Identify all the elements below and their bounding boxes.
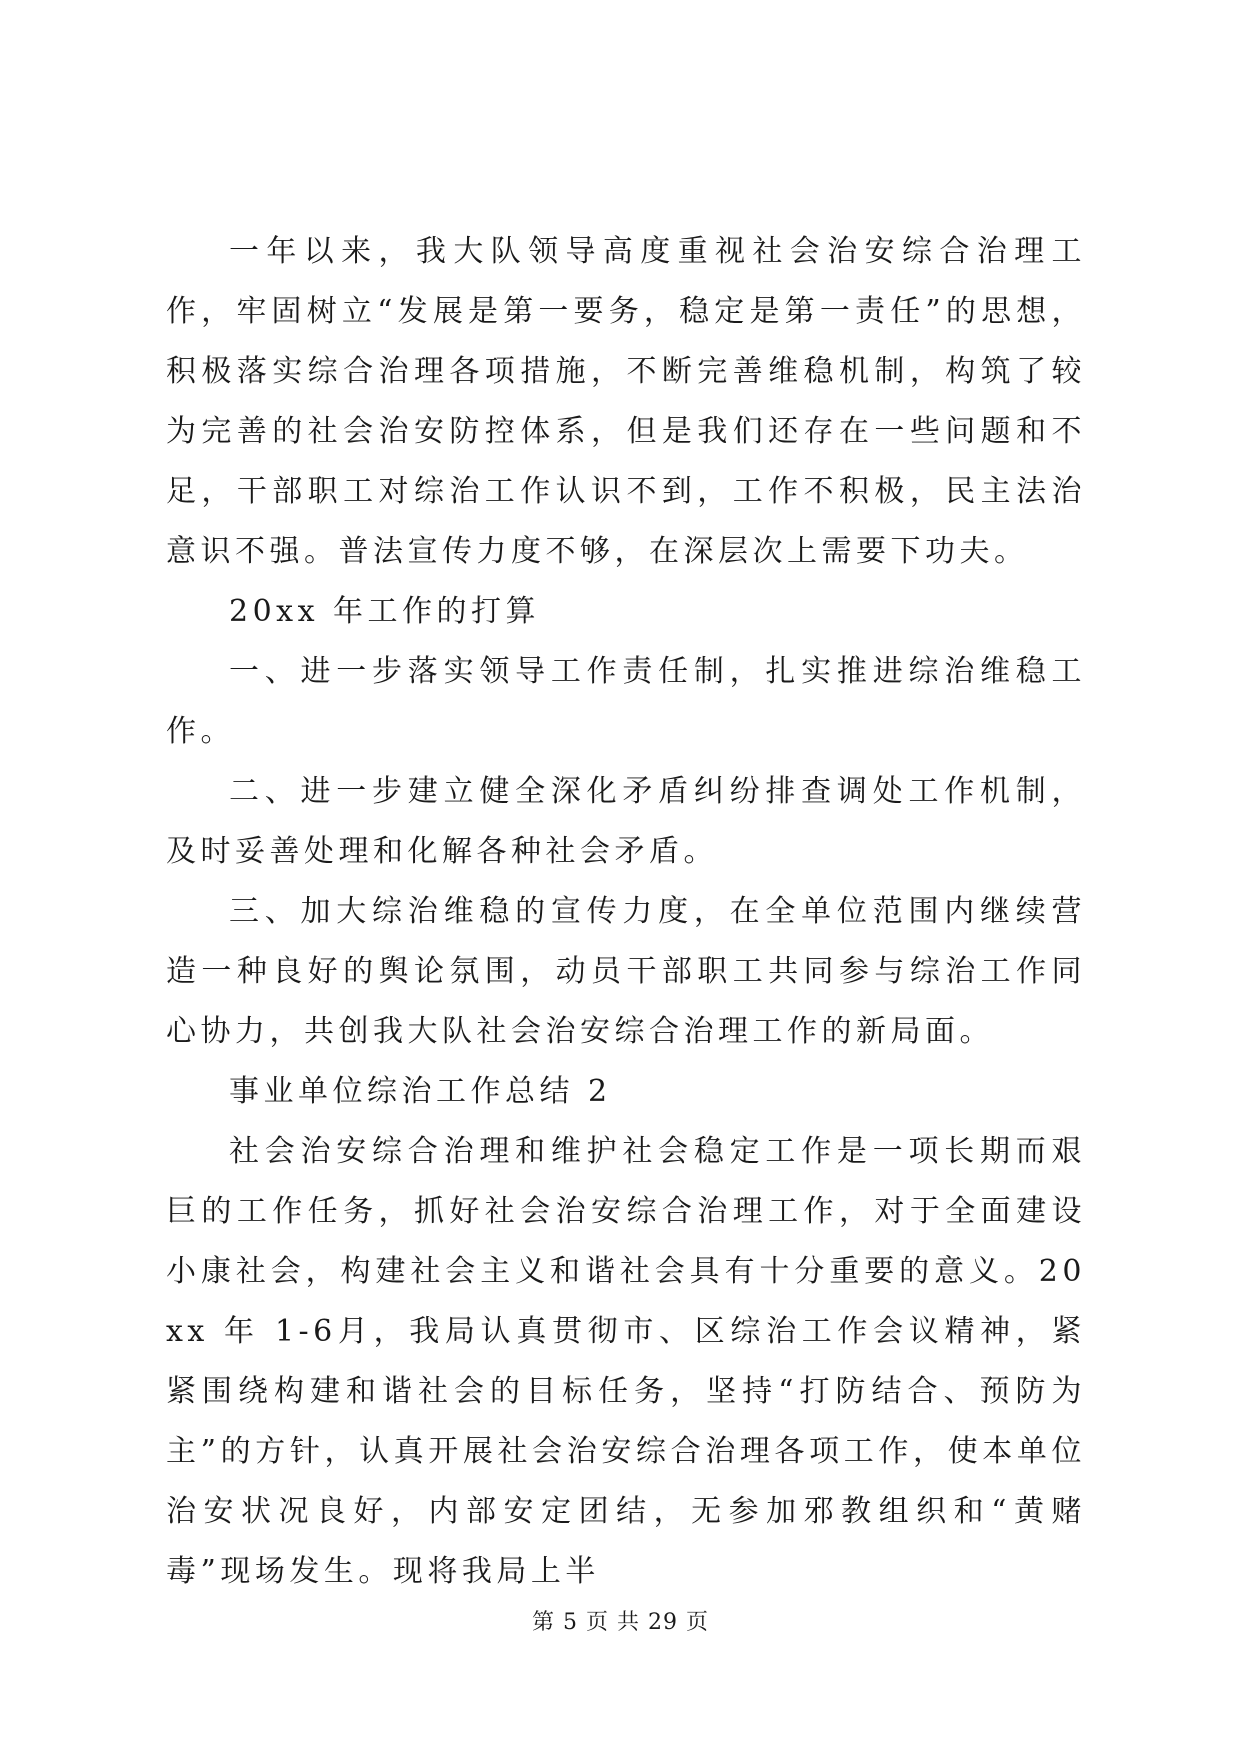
section-title-2: 事业单位综治工作总结 2 [229, 1074, 612, 1109]
plan-item-1: 一、进一步落实领导工作责任制，扎实推进综治维稳工作。 [166, 654, 1086, 749]
paragraph-summary: 一年以来，我大队领导高度重视社会治安综合治理工作，牢固树立“发展是第一要务，稳定是第一责任”的思想，积极落实综合治理各项措施，不断完善维稳机制，构筑了较为完善的社会治安防控体系，但是我们还存在一些问题和不足，干部职工对综治工作认识不到，工作不积极，民主法治意识不强。普法宣传力度不够，在深层次上需要下功夫。 [166, 234, 1086, 569]
page-number-footer: 第 5 页 共 29 页 [532, 1610, 709, 1635]
paragraph-section-2: 社会治安综合治理和维护社会稳定工作是一项长期而艰巨的工作任务，抓好社会治安综合治理工作，对于全面建设小康社会，构建社会主义和谐社会具有十分重要的意义。20xx 年 1-6月，我局认真贯彻市、区综治工作会议精神，紧紧围绕构建和谐社会的目标任务，坚持“打防结合、预防为主”的方针，认真开展社会治安综合治理各项工作，使本单位治安状况良好，内部安定团结，无参加邪教组织和“黄赌毒”现场发生。现将我局上半 [166, 1134, 1086, 1589]
plan-item-3: 三、加大综治维稳的宣传力度，在全单位范围内继续营造一种良好的舆论氛围，动员干部职工共同参与综治工作同心协力，共创我大队社会治安综合治理工作的新局面。 [166, 894, 1086, 1049]
heading-plan: 20xx 年工作的打算 [229, 594, 541, 629]
document-body [166, 222, 1086, 1602]
plan-item-2: 二、进一步建立健全深化矛盾纠纷排查调处工作机制，及时妥善处理和化解各种社会矛盾。 [166, 774, 1086, 869]
